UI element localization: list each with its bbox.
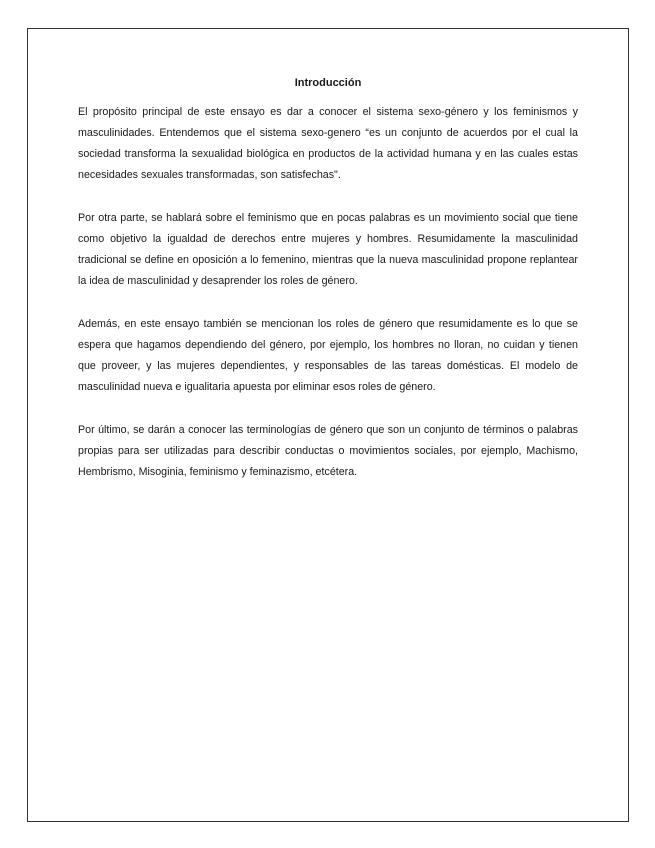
document-title: Introducción [294, 77, 362, 89]
paragraph-terminology: Por último, se darán a conocer las terminologías de género que son un conjunto de términos o palabras propias para ser utilizadas para describir conductas o movimientos sociales, por ejemplo, Machismo, Hembrismo, Misoginia, feminismo y feminazismo, etcétera. [78, 424, 578, 478]
document-body [78, 76, 578, 505]
paragraph-intro: El propósito principal de este ensayo es dar a conocer el sistema sexo-género y los feminismos y masculinidades. Entendemos que el sistema sexo-genero “es un conjunto de acuerdos por el cual la sociedad transforma la sexualidad biológica en productos de la actividad humana y en las cuales estas necesidades sexuales transformadas, son satisfechas". [78, 106, 578, 181]
paragraph-gender-roles: Además, en este ensayo también se mencionan los roles de género que resumidamente es lo que se espera que hagamos dependiendo del género, por ejemplo, los hombres no lloran, no cuidan y tienen que proveer, y las mujeres dependientes, y responsables de las tareas domésticas. El modelo de masculinidad nueva e igualitaria apuesta por eliminar esos roles de género. [78, 318, 578, 393]
paragraph-feminism: Por otra parte, se hablará sobre el feminismo que en pocas palabras es un movimiento social que tiene como objetivo la igualdad de derechos entre mujeres y hombres. Resumidamente la masculinidad tradicional se define en oposición a lo femenino, mientras que la nueva masculinidad propone replantear la idea de masculinidad y desaprender los roles de género. [78, 212, 578, 287]
